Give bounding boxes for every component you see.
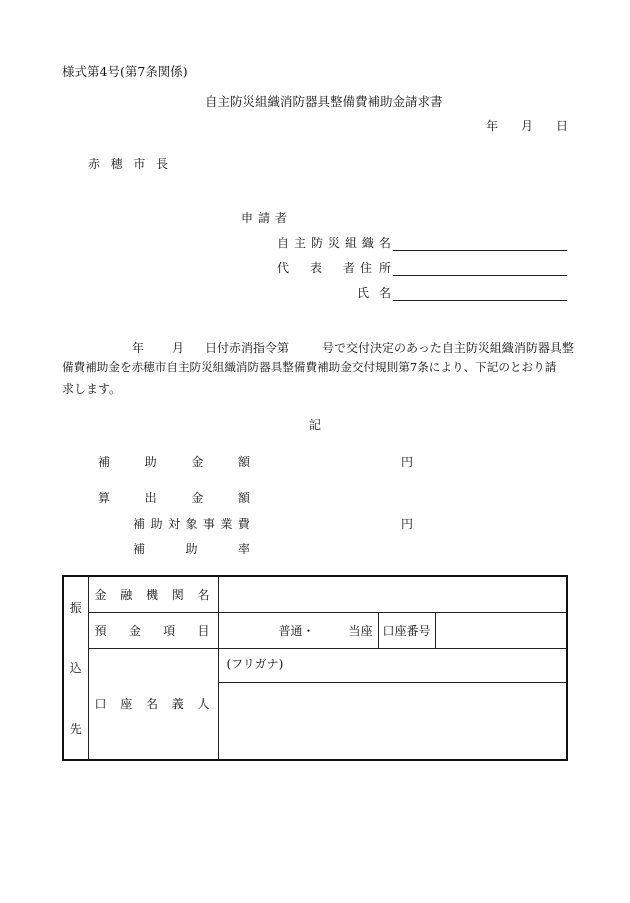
body-year: 年 xyxy=(132,341,145,355)
name-field[interactable] xyxy=(393,300,567,301)
rep-address-label: 代 表 者 住 所 xyxy=(277,261,392,275)
remittance-table xyxy=(62,575,568,761)
subsidy-amount-label: 補 助 金 額 xyxy=(98,455,250,469)
account-holder-field[interactable] xyxy=(218,682,567,760)
body-ref: 日付赤消指令第 xyxy=(205,341,290,355)
name-label: 氏 名 xyxy=(357,286,391,300)
date-line xyxy=(486,117,568,134)
bank-name-label-cell: 金 融 機 関 名 xyxy=(88,576,218,612)
calculation-label: 算 出 金 額 xyxy=(98,491,250,505)
addressee: 赤 穂 市 長 xyxy=(88,157,168,171)
furigana-label: (フリガナ) xyxy=(226,656,284,671)
bank-name-field[interactable] xyxy=(218,576,567,612)
rep-address-field[interactable] xyxy=(393,275,567,276)
deposit-type-label-cell: 預 金 項 目 xyxy=(88,612,218,648)
yen-unit-2: 円 xyxy=(401,517,414,531)
body-line-3: 求します。 xyxy=(62,382,122,396)
org-name-label: 自 主 防 災 組 織 名 xyxy=(277,236,391,250)
remittance-side-label: 振 込 先 xyxy=(63,576,88,760)
date-month: 月 xyxy=(520,119,533,133)
target-cost-label: 補 助 対 象 事 業 費 xyxy=(133,517,250,531)
body-line-1 xyxy=(62,339,574,355)
account-number-field[interactable] xyxy=(435,612,567,648)
ki-heading: 記 xyxy=(309,418,322,432)
form-number: 様式第4号(第7条関係) xyxy=(62,64,188,79)
body-line-1-rest: 号で交付決定のあった自主防災組織消防器具整 xyxy=(322,341,574,355)
date-day: 日 xyxy=(555,119,568,133)
subsidy-rate-label: 補 助 率 xyxy=(133,542,250,556)
yen-unit-1: 円 xyxy=(401,455,414,469)
applicant-heading: 申 請 者 xyxy=(241,211,287,225)
date-year: 年 xyxy=(486,119,499,133)
body-line-2: 備費補助金を赤穂市自主防災組織消防器具整備費補助金交付規則第7条により、下記のとおり請 xyxy=(62,360,557,374)
deposit-type-field[interactable] xyxy=(218,612,378,648)
document-title: 自主防災組織消防器具整備費補助金請求書 xyxy=(205,94,443,109)
furigana-field[interactable] xyxy=(218,648,567,682)
account-holder-label-cell: 口 座 名 義 人 xyxy=(88,648,218,760)
toza-option[interactable]: 当座 xyxy=(348,624,373,638)
account-number-label: 口座番号 xyxy=(378,612,435,648)
futsu-option[interactable]: 普通・ xyxy=(278,624,315,638)
body-month: 月 xyxy=(172,341,185,355)
org-name-field[interactable] xyxy=(393,250,567,251)
